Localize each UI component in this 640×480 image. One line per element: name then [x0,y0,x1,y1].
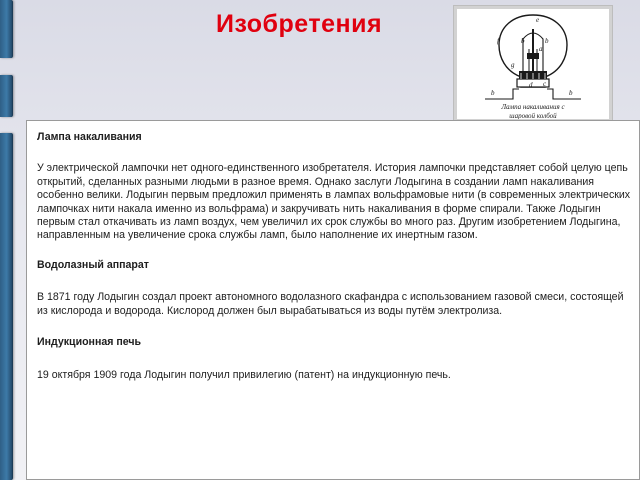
section-text-furnace: 19 октября 1909 года Лодыгин получил привилегию (патент) на индукционную печь. [37,369,451,382]
section-heading-diving: Водолазный аппарат [37,258,149,271]
side-tab-decoration [0,133,13,480]
section-text-diving: В 1871 году Лодыгин создал проект автономного водолазного скафандра с использованием газовой смеси, состоящей из кислорода и водорода. Кислород должен был вырабатываться из воды путём электролиза. [37,291,624,317]
lamp-illustration [454,6,612,122]
lamp-label: g [511,61,515,69]
side-tab-decoration [0,0,13,58]
section-text-lamp: У электрической лампочки нет одного-единственного изобретателя. История лампочки представляет собой целую цепь открытий, сделанных разными людьми в разное время. Однако заслуги Лодыгина в создании ламп накаливания особенно велики. Лодыгин первым предложил применять в лампах вольфрамовые нити (в современных электрических лампочках нити накала именно из вольфрама) и закручивать нить накаливания в форме спирали. Также Лодыгин первым стал откачивать из ламп воздух, чем увеличил их срок службы во много раз. Другим изобретением Лодыгина, направленным на увеличение срока службы ламп, было наполнение их инертным газом. [37,162,631,242]
lamp-label: f [497,37,499,45]
section-heading-furnace: Индукционная печь [37,336,142,349]
section-heading-lamp: Лампа накаливания [37,131,142,143]
lamp-label: а [539,45,543,53]
lamp-label: b [521,37,525,45]
lamp-label: с [543,80,547,88]
slide-title: Изобретения [216,10,383,38]
lamp-drawing [457,9,609,119]
lamp-caption-line1: Лампа накаливания с [501,103,565,111]
lamp-label: е [536,16,540,24]
lamp-label: b [491,89,495,97]
lamp-label: d [529,81,533,89]
lamp-caption-line2: шаровой колбой [509,112,557,119]
lamp-label: b [569,89,573,97]
side-tab-decoration [0,75,13,117]
lamp-label: b [545,37,549,45]
content-box [26,120,640,480]
